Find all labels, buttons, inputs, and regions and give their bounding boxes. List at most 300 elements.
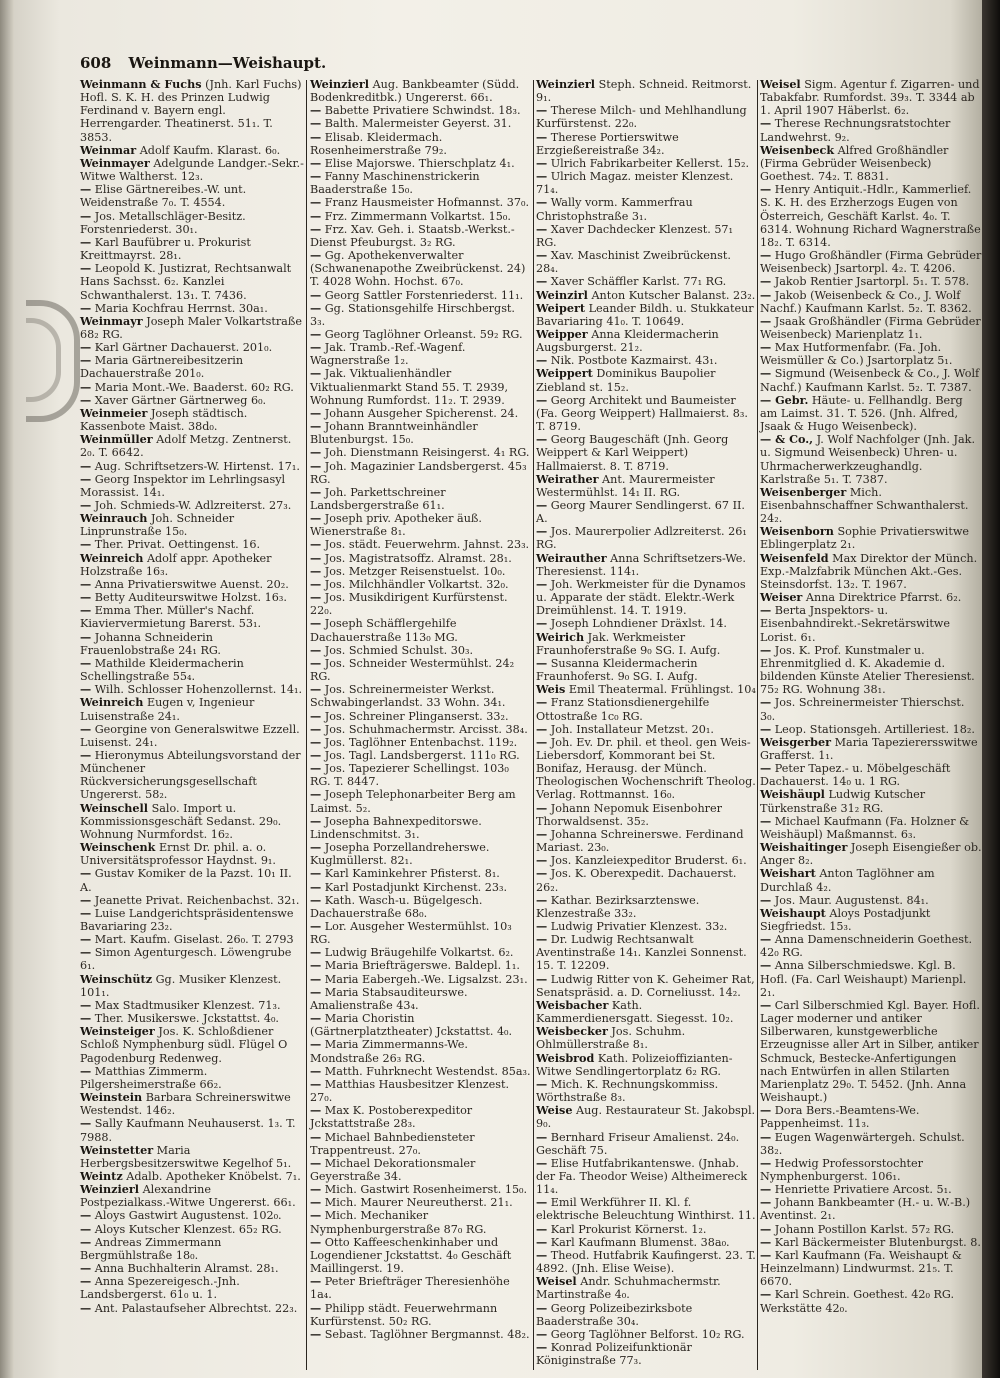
directory-entry	[536, 736, 756, 802]
entry-details: Ludwig Bräugehilfe Volkartst. 6₂.	[324, 946, 514, 960]
directory-entry	[80, 749, 304, 802]
entry-name: —	[760, 1234, 772, 1249]
entry-details: Alfred Großhändler (Firma Gebrüder Weisenbeck) Goethest. 74₂. T. 8831.	[760, 143, 949, 184]
directory-entry	[760, 367, 982, 393]
directory-entry	[80, 907, 304, 933]
directory-entry	[310, 131, 532, 157]
directory-entry	[760, 433, 982, 486]
entry-name: —	[310, 1208, 322, 1223]
entry-name: Weinstein	[80, 1090, 143, 1105]
entry-name: —	[536, 826, 548, 841]
entry-details: Elise Majorswe. Thierschplatz 4₁.	[324, 156, 515, 170]
entry-details: Aloys Postadjunkt Siegfriedst. 15₃.	[760, 906, 931, 933]
entry-details: Fanny Maschinenstrickerin Baaderstraße 15₀.	[310, 170, 480, 197]
entry-details: Betty Auditeurswitwe Holzst. 16₃.	[94, 591, 287, 605]
entry-name: —	[536, 1076, 548, 1091]
entry-details: Jos. Taglöhner Entenbachst. 119₂.	[324, 735, 518, 749]
directory-entry	[536, 828, 756, 854]
entry-name: Weisel	[760, 77, 801, 91]
directory-entry	[80, 354, 304, 380]
directory-entry	[80, 210, 304, 236]
entry-name: —	[760, 287, 772, 302]
entry-name: Weishäupl	[760, 787, 825, 802]
entry-details: Otto Kaffeeschenkinhaber und Logendiener Jckstattst. 4₀ Geschäft Maillingerst. 19.	[310, 1235, 512, 1276]
directory-entry	[760, 1196, 982, 1222]
directory-entry	[310, 1236, 532, 1275]
directory-entry	[536, 157, 756, 170]
entry-details: Joseph städtisch. Kassenbote Maist. 38d₀.	[80, 406, 248, 434]
entry-name: —	[80, 945, 92, 960]
directory-entry	[80, 552, 304, 578]
directory-entry	[536, 170, 756, 196]
directory-entry	[310, 289, 532, 302]
entry-name: Weinmayer	[80, 155, 150, 170]
entry-details: Jos. Magistratsoffz. Alramst. 28₁.	[324, 551, 512, 565]
entry-details: Joseph Maler Volkartstraße 68₂ RG.	[80, 314, 302, 341]
entry-name: —	[310, 129, 322, 144]
directory-entry	[536, 696, 756, 722]
directory-entry	[310, 78, 532, 104]
entry-details: Jos. K. Prof. Kunstmaler u. Ehrenmitglied d. K. Akademie d. bildenden Künste Atelier Theresienst. 75₂ RG. Wohnung 38₁.	[760, 643, 975, 697]
entry-details: Michael Kaufmann (Fa. Holzner & Weishäupl) Maßmannst. 6₃.	[760, 814, 970, 841]
entry-name: Weishart	[760, 866, 816, 881]
directory-entry	[80, 696, 304, 722]
entry-details: Aloys Gastwirt Augustenst. 102₀.	[94, 1209, 282, 1223]
entry-name: Weiser	[760, 590, 803, 605]
entry-name: —	[310, 984, 322, 999]
entry-name: —	[310, 511, 322, 526]
directory-entry	[536, 1025, 756, 1051]
entry-details: Karl Baufübrer u. Prokurist Kreittmayrst. 28₁.	[80, 235, 251, 263]
entry-details: Joh. Magazinier Landsbergerst. 45₃ RG.	[310, 459, 527, 486]
entry-details: Bernhard Friseur Amalienst. 24₀. Geschäft 75.	[536, 1130, 740, 1157]
entry-name: Weishaupt	[760, 905, 826, 920]
directory-column-3	[536, 78, 756, 1367]
entry-name: —	[536, 169, 548, 184]
entry-name: —	[536, 1221, 548, 1236]
directory-entry	[310, 683, 532, 709]
entry-name: —	[536, 853, 548, 868]
entry-details: Karl Prokurist Körnerst. 1₂.	[550, 1222, 707, 1236]
entry-name: —	[80, 471, 92, 486]
directory-entry	[536, 131, 756, 157]
directory-entry	[80, 894, 304, 907]
directory-entry	[760, 696, 982, 722]
entry-details: Johann Postillon Karlst. 57₂ RG.	[774, 1222, 955, 1236]
directory-entry	[310, 420, 532, 446]
entry-details: Anna Schriftsetzers-We. Theresienst. 114₁.	[536, 551, 746, 578]
entry-details: Anna Direktrice Pfarrst. 6₂.	[805, 591, 962, 605]
entry-name: —	[80, 353, 92, 368]
entry-name: —	[80, 721, 92, 736]
directory-entry	[760, 249, 982, 275]
directory-entry	[536, 394, 756, 433]
directory-entry	[760, 1288, 982, 1314]
entry-name: —	[310, 103, 322, 118]
directory-entry	[536, 1341, 756, 1367]
entry-name: —	[536, 721, 548, 736]
directory-entry	[310, 367, 532, 406]
entry-name: —	[310, 326, 322, 341]
directory-entry	[80, 657, 304, 683]
entry-name: —	[310, 563, 322, 578]
directory-entry	[80, 512, 304, 538]
directory-entry	[310, 920, 532, 946]
directory-entry	[760, 1131, 982, 1157]
directory-entry	[80, 1117, 304, 1143]
directory-entry	[310, 762, 532, 788]
entry-details: Adolf Metzg. Zentnerst. 2₀. T. 6642.	[80, 433, 292, 460]
entry-details: Karl Postadjunkt Kirchenst. 23₃.	[324, 880, 508, 894]
entry-details: Frz. Xav. Geh. i. Staatsb.-Werkst.-Dienst Pfeuburgst. 3₂ RG.	[310, 222, 515, 249]
entry-details: Berta Jnspektors- u. Eisenbahndirekt.-Sekretärswitwe Lorist. 6₁.	[760, 604, 951, 644]
entry-details: (Jnh. Karl Fuchs) Hofl. S. K. H. des Prinzen Ludwig Ferdinand v. Bayern engl. Herrengarder. Theatinerst. 51₁. T. 3853.	[80, 78, 302, 144]
entry-details: Joh. Dienstmann Reisingerst. 4₁ RG.	[324, 446, 530, 460]
entry-details: Henry Antiquit.-Hdlr., Kammerlief. S. K. H. des Erzherzogs Eugen von Österreich, Geschäft Karlst. 4₀. T. 6314. Wohnung Richard Wagnerstraße 18₂. T. 6314.	[760, 183, 981, 249]
entry-name: —	[80, 261, 92, 276]
directory-entry	[310, 841, 532, 867]
directory-entry	[310, 407, 532, 420]
directory-entry	[536, 104, 756, 130]
directory-entry	[760, 959, 982, 998]
entry-details: Eugen v, Ingenieur Luisenstraße 24₁.	[80, 696, 255, 723]
entry-name: Weisel	[536, 1274, 577, 1289]
directory-entry	[80, 1025, 304, 1064]
entry-details: Matthias Zimmerm. Pilgersheimerstraße 66₂.	[80, 1064, 222, 1091]
entry-details: Luise Landgerichtspräsidentenswe Bavariaring 23₂.	[80, 906, 294, 933]
entry-details: Gg. Apothekenverwalter (Schwanenapothe Zweibrückenst. 24) T. 4028 Wohn. Hochst. 67₀.	[310, 249, 526, 289]
entry-name: —	[536, 195, 548, 210]
directory-entry	[536, 1236, 756, 1249]
entry-name: —	[760, 695, 772, 710]
entry-details: Aloys Kutscher Klenzest. 65₂ RG.	[94, 1222, 282, 1236]
entry-details: Sigm. Agentur f. Zigarren- und Tabakfabr. Rumfordst. 39₃. T. 3344 ab 1. April 1907 Häberlst. 6₂.	[760, 78, 980, 118]
directory-entry	[536, 1131, 756, 1157]
directory-entry	[536, 1328, 756, 1341]
entry-details: Wilh. Schlosser Hohenzollernst. 14₁.	[94, 683, 303, 697]
entry-details: Ernst Dr. phil. a. o. Universitätsprofessor Haydnst. 9₁.	[80, 841, 276, 868]
entry-details: Philipp städt. Feuerwehrmann Kurfürstenst. 50₂ RG.	[310, 1301, 498, 1328]
entry-name: —	[310, 1326, 322, 1341]
directory-entry	[536, 920, 756, 933]
directory-entry	[310, 881, 532, 894]
directory-entry	[760, 591, 982, 604]
entry-details: Ant. Palastaufseher Albrechtst. 22₃.	[94, 1301, 298, 1315]
entry-details: Jos. Tagl. Landsbergerst. 111₀ RG.	[324, 748, 520, 762]
entry-details: Maria Eabergeh.-We. Ligsalzst. 23₁.	[324, 972, 528, 986]
entry-name: —	[80, 498, 92, 512]
entry-details: Maria Tapezierersswitwe Grafferst. 1₁.	[760, 735, 978, 762]
directory-entry	[536, 1157, 756, 1196]
entry-name: —	[760, 1247, 772, 1262]
directory-entry	[310, 657, 532, 683]
directory-entry	[310, 973, 532, 986]
entry-details: Anna Damenschneiderin Goethest. 42₀ RG.	[760, 933, 973, 960]
entry-details: Max Stadtmusiker Klenzest. 71₃.	[94, 998, 281, 1012]
entry-name: —	[760, 1155, 772, 1170]
entry-details: Anna Privatierswitwe Auenst. 20₂.	[94, 577, 289, 591]
entry-name: Weisenberger	[760, 484, 847, 499]
entry-name: Weinmann & Fuchs	[80, 77, 202, 91]
directory-entry	[80, 157, 304, 183]
entry-details: Joh. Werkmeister für die Dynamos u. Apparate der städt. Elektr.-Werk Dreimühlenst. 14. T. 1919.	[536, 577, 746, 618]
directory-entry	[536, 802, 756, 828]
entry-details: Maria Briefträgerswe. Baldepl. 1₁.	[324, 959, 520, 973]
entry-name: —	[536, 892, 548, 907]
entry-name: —	[536, 866, 548, 881]
entry-details: Karl Kaminkehrer Pfisterst. 8₁.	[324, 867, 500, 881]
directory-entry	[310, 894, 532, 920]
entry-details: Dora Bers.-Beamtens-We. Pappenheimst. 11₃.	[760, 1104, 920, 1131]
entry-name: Weirich	[536, 629, 585, 644]
directory-entry	[80, 973, 304, 999]
entry-details: Maria Stabsauditeurswe. Amalienstraße 43₄.	[310, 985, 468, 1012]
entry-name: —	[80, 182, 92, 197]
entry-details: Jos. Schreiner Plinganserst. 33₂.	[324, 709, 509, 723]
entry-details: Jos. städt. Feuerwehrm. Jahnst. 23₃.	[324, 538, 530, 552]
entry-name: —	[310, 1103, 322, 1118]
entry-details: Georg Maurer Sendlingerst. 67 II. A.	[536, 499, 745, 526]
directory-entry	[536, 933, 756, 972]
entry-details: Jos. Schuhmachermstr. Arcisst. 38₄.	[324, 722, 528, 736]
entry-name: —	[80, 747, 92, 762]
directory-column-4	[760, 78, 982, 1315]
entry-name: Weippert	[536, 366, 593, 381]
directory-entry	[310, 512, 532, 538]
entry-name: —	[310, 721, 322, 736]
entry-name: —	[310, 761, 322, 776]
directory-entry	[310, 1196, 532, 1209]
entry-details: Jak. Werkmeister Fraunhoferstraße 9₀ SG. I. Aufg.	[536, 630, 721, 657]
entry-details: Karl Kaufmann Blumenst. 38a₀.	[550, 1235, 730, 1249]
entry-name: —	[80, 392, 92, 407]
directory-entry	[760, 736, 982, 762]
entry-details: Maria Zimmermanns-We. Mondstraße 26₃ RG.	[310, 1038, 468, 1065]
directory-entry	[760, 1223, 982, 1236]
directory-entry	[80, 78, 304, 144]
entry-name: —	[80, 576, 92, 591]
directory-entry	[80, 578, 304, 591]
entry-details: Karl Kaufmann (Fa. Weishaupt & Heinzelmann) Lindwurmst. 21₅. T. 6670.	[760, 1248, 962, 1289]
entry-details: Sebast. Taglöhner Bergmannst. 48₂.	[324, 1327, 530, 1341]
directory-entry	[760, 486, 982, 525]
entry-details: Johanna Schneiderin Frauenlobstraße 24₁ RG.	[80, 630, 221, 657]
directory-entry	[80, 999, 304, 1012]
entry-name: —	[80, 300, 92, 315]
entry-name: —	[310, 550, 322, 565]
entry-details: Peter Tapez.- u. Möbelgeschäft Dachauerst. 14₀ u. 1 RG.	[760, 762, 951, 789]
entry-name: Weirather	[536, 471, 599, 486]
directory-entry	[310, 1078, 532, 1104]
directory-entry	[536, 973, 756, 999]
entry-details: Georg Taglöhner Orleanst. 59₂ RG.	[324, 327, 523, 341]
entry-details: Joh. Parkettschreiner Landsbergerstraße 61₁.	[310, 485, 446, 512]
entry-details: Georg Baugeschäft (Jnh. Georg Weippert & Karl Weippert) Hallmaierst. 8. T. 8719.	[536, 433, 729, 473]
directory-entry	[80, 946, 304, 972]
entry-name: —	[536, 1300, 548, 1315]
entry-details: Max K. Postoberexpeditor Jckstattstraße 28₃.	[310, 1104, 473, 1131]
entry-details: Susanna Kleidermacherin Fraunhoferst. 9₀ SG. I. Aufg.	[536, 656, 698, 684]
directory-column-2	[310, 78, 532, 1341]
directory-entry	[80, 802, 304, 841]
directory-entry	[310, 591, 532, 617]
entry-details: Ulrich Fabrikarbeiter Kellerst. 15₂.	[550, 156, 750, 170]
entry-name: —	[310, 1037, 322, 1052]
directory-entry	[760, 525, 982, 551]
directory-entry	[310, 341, 532, 367]
entry-name: —	[80, 1116, 92, 1131]
entry-name: —	[536, 655, 548, 670]
entry-name: —	[760, 892, 772, 907]
book-binding-edge	[982, 0, 1000, 1378]
directory-entry	[310, 1065, 532, 1078]
directory-entry	[760, 144, 982, 183]
directory-entry	[536, 854, 756, 867]
directory-entry	[310, 946, 532, 959]
entry-name: Weinzierl	[310, 77, 370, 91]
entry-name: Weinzierl	[80, 1182, 140, 1197]
entry-name: —	[310, 366, 322, 381]
directory-entry	[80, 315, 304, 341]
entry-name: Weisgerber	[760, 734, 831, 749]
entry-name: —	[760, 313, 772, 328]
entry-details: Mart. Kaufm. Giselast. 26₀. T. 2793	[94, 933, 294, 947]
directory-entry	[310, 617, 532, 643]
entry-name: —	[536, 155, 548, 170]
entry-details: Anna Kleidermacherin Augsburgerst. 21₂.	[536, 327, 719, 355]
entry-details: Anton Kutscher Balanst. 23₂.	[591, 288, 756, 302]
directory-column-1	[80, 78, 304, 1315]
entry-details: Joh. Ev. Dr. phil. et theol. gen Weis-Liebersdorf, Kommorant bei St. Bonifaz, Herausg. der Münch. Theologischen Wochenschrift Theolog. Verlag. Rottmannst. 16₀.	[536, 735, 756, 802]
entry-details: Carl Silberschmied Kgl. Bayer. Hofl. Lager moderner und antiker Silberwaren, kunstgewerbliche Erzeugnisse aller Art in Silber, antiker Schmuck, Bestecke-Anfertigungen nach Entwürfen in allen Stilarten Marienplatz 29₀. T. 5452. (Jnh. Anna Weishaupt.)	[760, 998, 980, 1105]
entry-name: —	[536, 392, 548, 407]
entry-details: Simon Agenturgesch. Löwengrube 6₁.	[80, 946, 292, 973]
directory-entry	[760, 1249, 982, 1288]
entry-name: —	[80, 932, 92, 947]
entry-details: Eugen Wagenwärtergeh. Schulst. 38₂.	[760, 1130, 965, 1157]
entry-name: —	[536, 695, 548, 710]
entry-name: —	[536, 919, 548, 933]
entry-name: —	[310, 300, 322, 315]
entry-name: —	[310, 419, 322, 434]
directory-entry	[536, 1078, 756, 1104]
directory-entry	[760, 394, 982, 433]
directory-entry	[310, 552, 532, 565]
entry-details: Maria Mont.-We. Baaderst. 60₂ RG.	[94, 380, 294, 394]
entry-details: Jos. Schuhm. Ohlmüllerstraße 8₁.	[536, 1025, 686, 1052]
entry-details: Ant. Maurermeister Westermühlst. 14₁ II. RG.	[536, 472, 715, 499]
entry-details: Xaver Schäffler Karlst. 77₁ RG.	[550, 275, 727, 289]
entry-name: —	[310, 287, 322, 302]
entry-details: Gustav Komiker de la Pazst. 10₁ II. A.	[80, 867, 292, 894]
directory-entry	[80, 591, 304, 604]
entry-details: Joseph priv. Apotheker äuß. Wienerstraße 8₁.	[310, 512, 482, 539]
entry-details: Emma Ther. Müller's Nachf. Kiaviervermietung Barerst. 53₁.	[80, 604, 262, 631]
column-divider	[757, 80, 758, 1370]
entry-details: Anna Silberschmiedswe. Kgl. B. Hofl. (Fa. Carl Weishaupt) Marienpl. 2₁.	[760, 959, 967, 999]
entry-name: —	[310, 971, 322, 986]
entry-details: Karl Schrein. Goethest. 42₀ RG. Werkstätte 42₀.	[760, 1288, 955, 1315]
entry-name: —	[80, 905, 92, 920]
entry-name: —	[536, 432, 548, 447]
entry-name: —	[760, 1182, 772, 1197]
column-divider	[533, 80, 534, 1370]
directory-entry	[310, 446, 532, 459]
entry-name: —	[80, 997, 92, 1012]
directory-entry	[536, 999, 756, 1025]
entry-details: Maria Kochfrau Herrnst. 30a₁.	[94, 301, 268, 315]
page-number: 608	[80, 54, 112, 72]
directory-entry	[760, 341, 982, 367]
entry-name: —	[80, 379, 92, 394]
directory-entry	[310, 749, 532, 762]
directory-entry	[310, 170, 532, 196]
entry-details: Johanna Schreinerswe. Ferdinand Mariast. 23₀.	[536, 827, 744, 855]
directory-entry	[310, 1157, 532, 1183]
directory-entry	[536, 631, 756, 657]
entry-name: —	[310, 576, 322, 591]
entry-details: Jos. Metallschläger-Besitz. Forstenriederst. 30₁.	[80, 209, 246, 236]
directory-entry	[760, 1236, 982, 1249]
entry-details: Peter Briefträger Theresienhöhe 1a₄.	[310, 1275, 510, 1302]
entry-name: —	[80, 1208, 92, 1223]
entry-details: Georg Taglöhner Belforst. 10₂ RG.	[550, 1327, 745, 1341]
entry-name: Weisbacher	[536, 997, 609, 1012]
entry-name: —	[80, 603, 92, 618]
entry-name: —	[80, 208, 92, 223]
entry-name: Weinmeier	[80, 405, 148, 420]
entry-details: Balth. Malermeister Geyerst. 31.	[324, 117, 512, 131]
directory-entry	[310, 460, 532, 486]
directory-entry	[310, 157, 532, 170]
directory-entry	[80, 1209, 304, 1222]
directory-entry	[80, 841, 304, 867]
entry-details: Maria Gärtnereibesitzerin Dachauerstraße 201₀.	[80, 354, 244, 381]
entry-details: Kathar. Bezirksarztenswe. Klenzestraße 33₂.	[536, 893, 700, 920]
entry-details: Michael Dekorationsmaler Geyerstraße 34.	[310, 1156, 476, 1183]
entry-name: —	[310, 747, 322, 762]
column-divider	[306, 80, 307, 1370]
entry-name: —	[310, 195, 322, 210]
entry-details: Salo. Import u. Kommissionsgeschäft Sedanst. 29₀. Wohnung Nurmfordst. 16₂.	[80, 801, 282, 841]
entry-name: —	[310, 458, 322, 473]
directory-entry	[310, 815, 532, 841]
entry-name: Weinmayr	[80, 313, 143, 328]
entry-name: —	[310, 866, 322, 881]
entry-name: —	[536, 103, 548, 118]
entry-name: —	[536, 1129, 548, 1144]
directory-entry	[80, 473, 304, 499]
entry-name: —	[310, 892, 322, 907]
directory-entry	[80, 381, 304, 394]
entry-name: Weinmüller	[80, 432, 153, 447]
entry-details: Kath. Polizeioffizianten-Witwe Sendlingertorplatz 6₂ RG.	[536, 1051, 733, 1078]
entry-details: Xav. Maschinist Zweibrückenst. 28₄.	[536, 249, 731, 276]
directory-entry	[80, 1091, 304, 1117]
entry-details: Mich. K. Rechnungskommiss. Wörthstraße 8₃.	[536, 1077, 719, 1105]
directory-entry	[310, 104, 532, 117]
entry-details: Ludwig Privatier Klenzest. 33₂.	[550, 920, 728, 933]
entry-name: Weis	[536, 682, 566, 697]
directory-entry	[80, 1275, 304, 1301]
entry-details: Wally vorm. Kammerfrau Christophstraße 3₁.	[536, 196, 693, 223]
entry-details: Jak. Viktualienhändler Viktualienmarkt Stand 55. T. 2939, Wohnung Rumfordst. 11₂. T. 2939.	[310, 367, 509, 407]
entry-name: —	[760, 1103, 772, 1118]
entry-details: Ludwig Kutscher Türkenstraße 31₂ RG.	[760, 788, 926, 815]
entry-details: Jos. K. Schloßdiener Schloß Nymphenburg südl. Flügel O Pagodenburg Redenweg.	[80, 1025, 288, 1065]
directory-entry	[536, 1275, 756, 1301]
entry-name: —	[760, 721, 772, 736]
